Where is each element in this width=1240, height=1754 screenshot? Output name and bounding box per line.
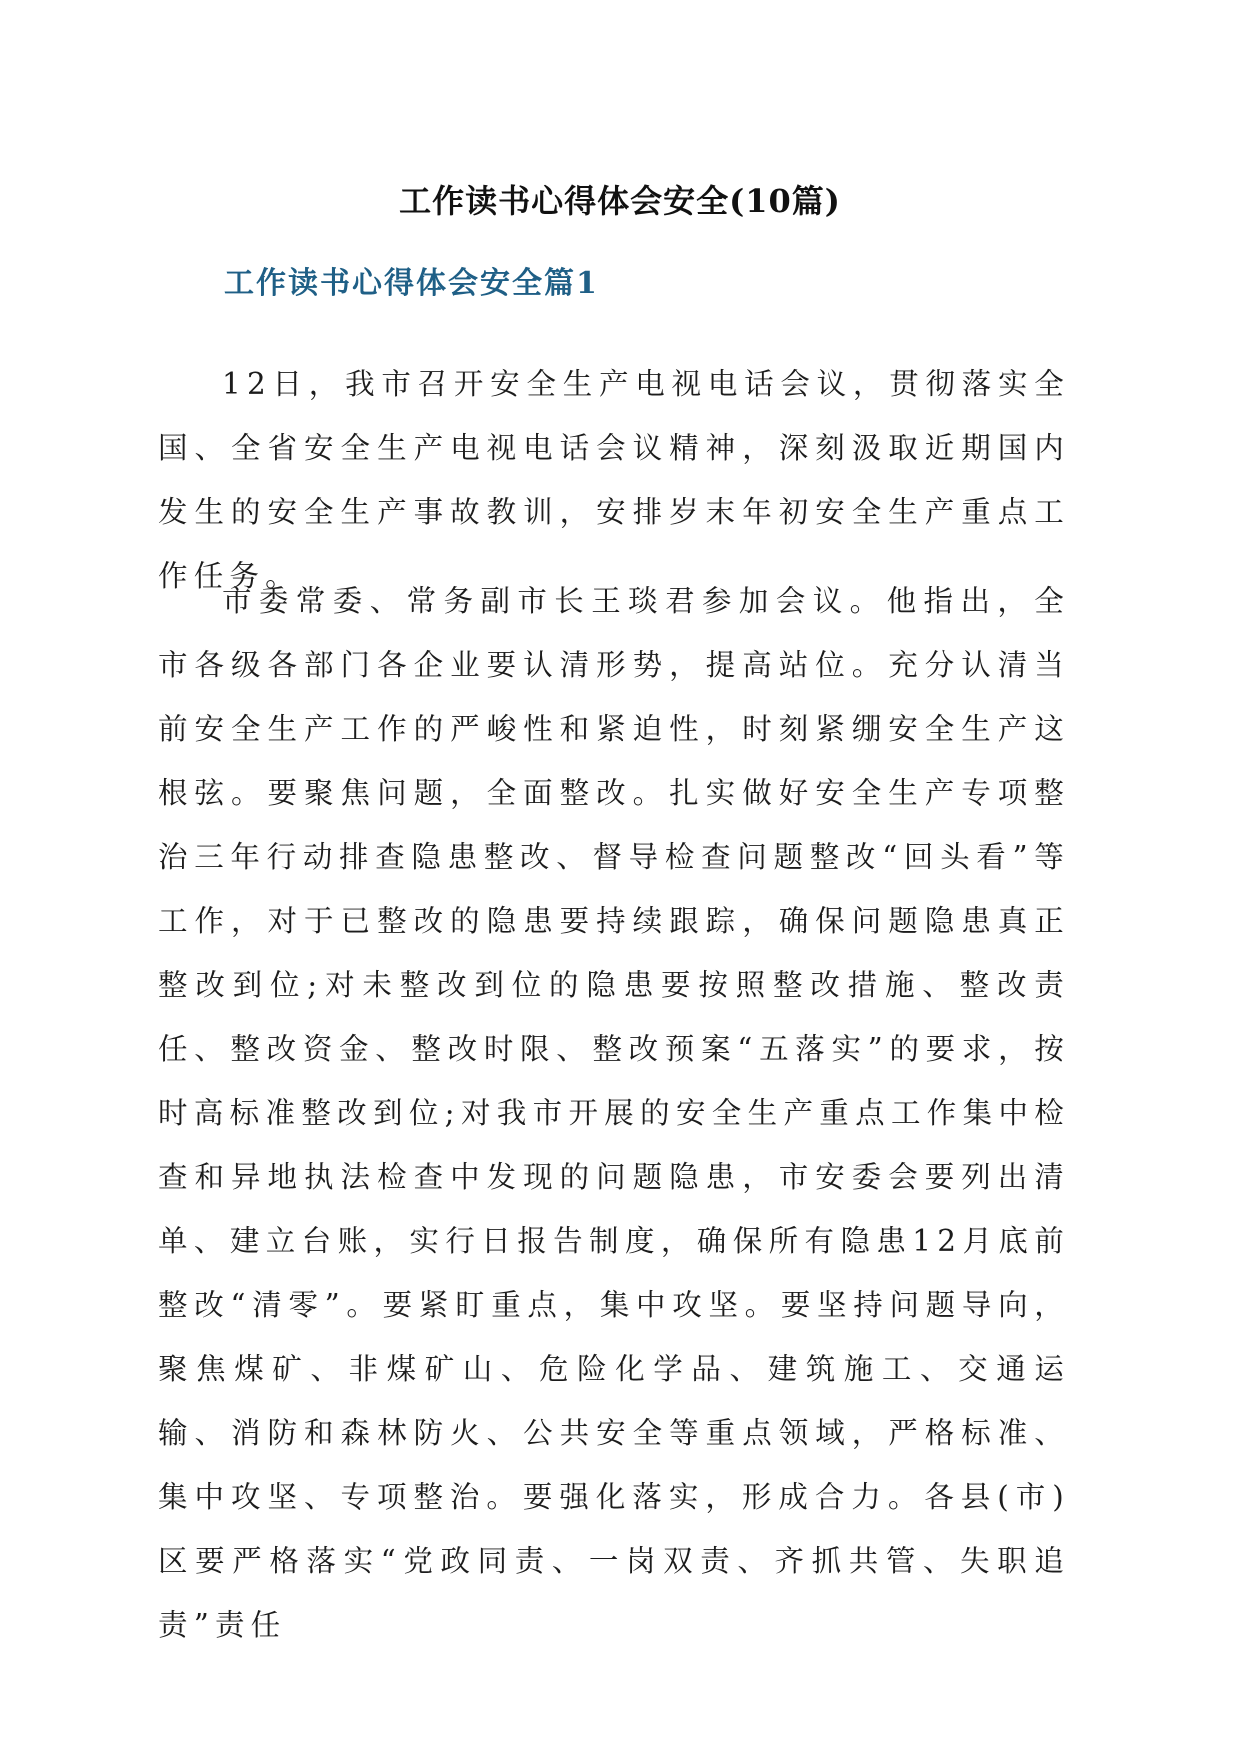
- section-heading: 工作读书心得体会安全篇1: [224, 266, 599, 301]
- body-paragraph-2: 市委常委、常务副市长王琰君参加会议。他指出，全市各级各部门各企业要认清形势，提高站位。充分认清当前安全生产工作的严峻性和紧迫性，时刻紧绷安全生产这根弦。要聚焦问题，全面整改。扎实做好安全生产专项整治三年行动排查隐患整改、督导检查问题整改“回头看”等工作，对于已整改的隐患要持续跟踪，确保问题隐患真正整改到位;对未整改到位的隐患要按照整改措施、整改责任、整改资金、整改时限、整改预案“五落实”的要求，按时高标准整改到位;对我市开展的安全生产重点工作集中检查和异地执法检查中发现的问题隐患，市安委会要列出清单、建立台账，实行日报告制度，确保所有隐患12月底前整改“清零”。要紧盯重点，集中攻坚。要坚持问题导向，聚焦煤矿、非煤矿山、危险化学品、建筑施工、交通运输、消防和森林防火、公共安全等重点领域，严格标准、集中攻坚、专项整治。要强化落实，形成合力。各县(市)区要严格落实“党政同责、一岗双责、齐抓共管、失职追责”责任: [158, 584, 1070, 1642]
- document-title: 工作读书心得体会安全(10篇): [399, 182, 841, 220]
- body-paragraph-1: 12日，我市召开安全生产电视电话会议，贯彻落实全国、全省安全生产电视电话会议精神，深刻汲取近期国内发生的安全生产事故教训，安排岁末年初安全生产重点工作任务。: [158, 367, 1070, 593]
